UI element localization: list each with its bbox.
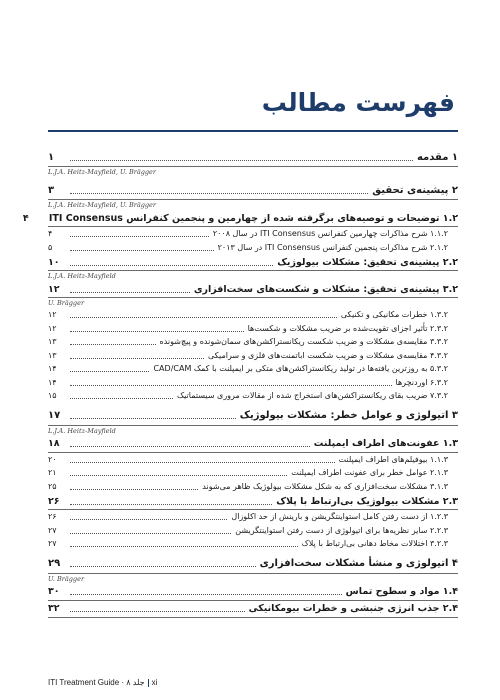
- dot-leader: [70, 244, 214, 251]
- footer-divider: [148, 679, 149, 687]
- dot-leader: [70, 469, 287, 476]
- toc-entry-title: ۱ مقدمه: [416, 151, 458, 163]
- toc-entry[interactable]: [48, 322, 458, 336]
- toc-entry-page: ۲۹: [48, 558, 61, 569]
- toc-entry-page: ۱۳: [48, 350, 57, 360]
- dot-leader: [70, 527, 231, 534]
- toc-entry-title: ۱.۴ مواد و سطوح تماس: [345, 586, 458, 597]
- toc-entry-title: ۴.۳.۲ مقایسه‌ی مشکلات و ضریب شکست اباتمنت‌های فلزی و سرامیکی: [207, 350, 448, 360]
- toc-entry-author: U. Brägger: [48, 299, 85, 307]
- dot-leader: [70, 605, 245, 612]
- toc-entry[interactable]: [48, 436, 458, 453]
- toc-entry-title: ۷.۳.۲ ضریب بقای ریکانستراکشن‌های استخراج شده از مقالات مروری سیستماتیک: [176, 391, 448, 401]
- toc-entry[interactable]: [48, 148, 458, 167]
- dot-leader: [70, 440, 310, 447]
- toc-entry-page: ۴: [48, 229, 53, 239]
- toc-entry[interactable]: [48, 407, 458, 426]
- dot-leader: [70, 513, 227, 520]
- toc-entry-page: ۱۰: [48, 256, 60, 268]
- toc-entry-page: ۵: [48, 242, 53, 252]
- toc-entry[interactable]: [48, 362, 458, 376]
- toc-entry-author: L.J.A. Heitz-Mayfield: [48, 426, 116, 435]
- footer-page-number: xi: [151, 678, 158, 687]
- toc-entry-page: ۱۸: [48, 438, 60, 449]
- toc-entry[interactable]: [48, 524, 458, 538]
- toc-entry-title: ۳.۳.۲ مقایسه‌ی مشکلات و ضریب شکست ریکانستراکشن‌های سمان‌شونده و پیچ‌شونده: [159, 337, 448, 347]
- toc-entry-title: ۲.۱.۲ شرح مذاکرات پنجمین کنفرانس ITI Consensus در سال ۲۰۱۳: [217, 242, 448, 252]
- toc-entry-author: L.J.A. Heitz-Mayfield: [48, 272, 116, 280]
- dot-leader: [70, 540, 298, 547]
- table-of-contents: [22, 148, 458, 618]
- toc-entry-page: ۴: [22, 212, 29, 224]
- toc-entry[interactable]: [48, 493, 458, 510]
- dot-leader: [70, 588, 342, 595]
- toc-entry[interactable]: [48, 181, 458, 200]
- toc-entry-title: ۴ اتیولوژی و منشأ مشکلات سخت‌افزاری: [259, 558, 458, 569]
- toc-entry-page: ۲۵: [48, 481, 57, 491]
- toc-entry-title: ۱.۲ توضیحات و توصیه‌های برگرفته شده از چهارمین و پنجمین کنفرانس ITI Consensus: [48, 212, 458, 224]
- toc-entry-page: ۱۲: [48, 323, 57, 333]
- toc-entry-title: ۳.۱.۳ مشکلات سخت‌افزاری که به شکل مشکلات بیولوژیک ظاهر می‌شوند: [202, 481, 448, 491]
- toc-entry-title: ۶.۳.۲ اوردنچرها: [395, 377, 448, 387]
- toc-entry[interactable]: [48, 480, 458, 494]
- toc-entry-title: ۵.۳.۲ به روزترین یافته‌ها در تولید ریکانستراکشن‌های متکی بر ایمپلنت با کمک CAD/CAM: [153, 364, 448, 374]
- toc-entry[interactable]: [48, 376, 458, 390]
- toc-entry-page: ۱۵: [48, 391, 57, 401]
- toc-entry-title: ۲.۳ مشکلات بیولوژیک بی‌ارتباط با پلاک: [276, 495, 458, 507]
- toc-entry-page: ۲۷: [48, 539, 57, 549]
- toc-entry-title: ۱.۳ عفونت‌های اطراف ایمپلنت: [313, 438, 458, 449]
- toc-entry-author: L.J.A. Heitz-Mayfield, U. Brägger: [48, 201, 157, 209]
- dot-leader: [70, 187, 368, 194]
- dot-leader: [70, 325, 244, 332]
- toc-entry-page: ۱۲: [48, 310, 57, 320]
- dot-leader: [70, 259, 273, 266]
- toc-entry-page: ۱۳: [48, 337, 57, 347]
- dot-leader: [70, 352, 204, 359]
- toc-entry-page: ۳: [48, 184, 55, 196]
- dot-leader: [70, 338, 156, 345]
- toc-entry[interactable]: [48, 584, 458, 601]
- toc-entry-page: ۱۴: [48, 364, 57, 374]
- toc-entry-author: L.J.A. Heitz-Mayfield, U. Brägger: [48, 168, 157, 176]
- toc-entry-page: ۱: [48, 151, 55, 163]
- toc-entry[interactable]: [48, 453, 458, 467]
- toc-entry-page: ۱۲: [48, 283, 60, 295]
- toc-entry[interactable]: [48, 466, 458, 480]
- dot-leader: [70, 230, 209, 237]
- toc-entry[interactable]: [48, 227, 458, 241]
- toc-entry-page: ۳۲: [48, 603, 60, 614]
- toc-entry[interactable]: [48, 281, 458, 298]
- dot-leader: [70, 379, 392, 386]
- dot-leader: [70, 498, 272, 505]
- toc-entry[interactable]: [48, 601, 458, 618]
- title-divider: [48, 130, 458, 132]
- toc-entry-page: ۲۷: [48, 525, 57, 535]
- toc-entry-page: ۲۱: [48, 468, 57, 478]
- dot-leader: [70, 483, 198, 490]
- toc-entry-title: ۲.۱.۳ عوامل خطر برای عفونت اطراف ایمپلنت: [291, 468, 448, 478]
- toc-entry-page: ۲۶: [48, 512, 57, 522]
- toc-entry[interactable]: [22, 210, 458, 227]
- toc-entry[interactable]: [48, 349, 458, 363]
- toc-entry-title: ۳ اتیولوژی و عوامل خطر: مشکلات بیولوژیک: [239, 410, 458, 421]
- toc-entry[interactable]: [48, 335, 458, 349]
- toc-entry-title: ۱.۳.۲ خطرات مکانیکی و تکنیکی: [340, 310, 448, 320]
- toc-entry-title: ۱.۱.۲ شرح مذاکرات چهارمین کنفرانس ITI Consensus در سال ۲۰۰۸: [212, 229, 448, 239]
- footer-guide-label: ITI Treatment Guide · جلد ۸: [48, 678, 145, 687]
- dot-leader: [70, 412, 236, 419]
- dot-leader: [70, 154, 413, 161]
- toc-entry-page: ۲۰: [48, 454, 57, 464]
- toc-entry-page: ۲۶: [48, 495, 60, 507]
- toc-entry-title: ۲.۲.۳ سایر نظریه‌ها برای اتیولوژی از دست رفتن استواینتگریشن: [235, 525, 448, 535]
- toc-entry[interactable]: [48, 555, 458, 574]
- toc-entry[interactable]: [48, 241, 458, 255]
- toc-entry-title: ۱.۲.۳ از دست رفتن کامل استواینتگریشن و بارینش از حد اکلوزال: [231, 512, 448, 522]
- toc-entry-title: ۲.۴ جذب انرژی جنبشی و خطرات بیومکانیکی: [248, 603, 458, 614]
- toc-entry-title: ۲ پیشینه‌ی تحقیق: [372, 184, 458, 196]
- toc-entry-title: ۲.۳.۲ تأثیر اجزای تقویت‌شده بر ضریب مشکلات و شکست‌ها: [247, 323, 448, 333]
- toc-entry[interactable]: [48, 254, 458, 271]
- toc-entry-author: U. Brägger: [48, 574, 85, 583]
- dot-leader: [70, 392, 173, 399]
- dot-leader: [70, 311, 337, 318]
- toc-entry-page: ۳۰: [48, 586, 60, 597]
- toc-entry-page: ۱۴: [48, 377, 57, 387]
- dot-leader: [70, 456, 335, 463]
- page-footer: [48, 678, 157, 687]
- toc-entry-title: ۱.۱.۳ بیوفیلم‌های اطراف ایمپلنت: [338, 454, 448, 464]
- toc-entry[interactable]: [48, 389, 458, 403]
- toc-entry[interactable]: [48, 308, 458, 322]
- dot-leader: [70, 365, 149, 372]
- toc-entry-title: ۳.۲.۳ اختلالات مخاط دهانی بی‌ارتباط با پلاک: [301, 539, 448, 549]
- toc-entry-title: ۳.۲ پیشینه‌ی تحقیق: مشکلات و شکست‌های سخت‌افزاری: [193, 283, 458, 295]
- toc-entry-page: ۱۷: [48, 410, 61, 421]
- page-title: فهرست مطالب: [261, 88, 455, 117]
- toc-entry[interactable]: [48, 510, 458, 524]
- dot-leader: [70, 560, 256, 567]
- toc-entry[interactable]: [48, 537, 458, 551]
- dot-leader: [70, 286, 190, 293]
- toc-entry-title: ۲.۲ پیشینه‌ی تحقیق: مشکلات بیولوژیک: [277, 256, 458, 268]
